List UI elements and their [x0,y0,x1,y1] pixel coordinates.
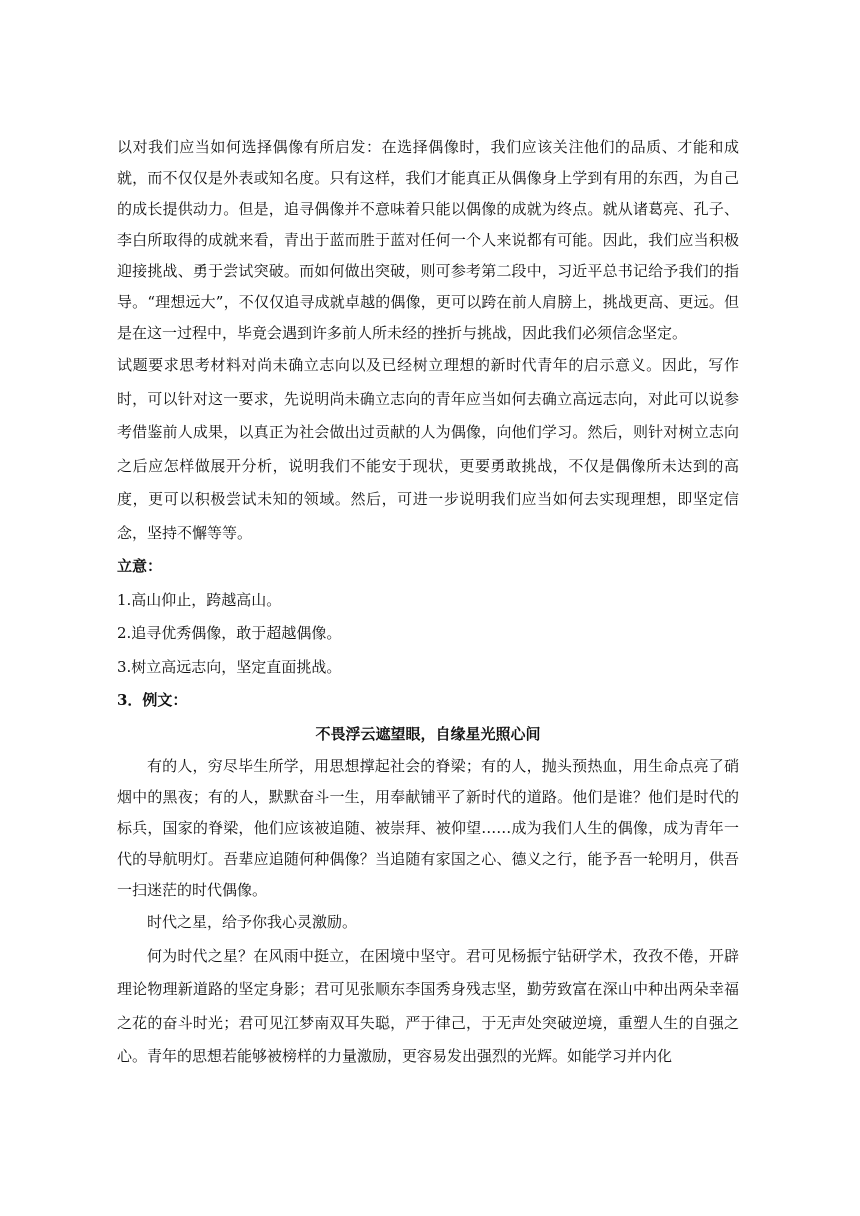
essay-title: 不畏浮云遮望眼，自缘星光照心间 [315,724,541,743]
analysis-paragraph-1: 以对我们应当如何选择偶像有所启发：在选择偶像时，我们应该关注他们的品质、才能和成就，而不仅仅是外表或知名度。只有这样，我们才能真正从偶像身上学到有用的东西，为自己的成长提供动力。但是，追寻偶像并不意味着只能以偶像的成就为终点。就从诸葛亮、孔子、李白所取得的成就来看，青出于蓝而胜于蓝对任何一个人来说都有可能。因此，我们应当积极迎接挑战、勇于尝试突破。而如何做出突破，则可参考第二段中，习近平总书记给予我们的指导。“理想远大”，不仅仅追寻成就卓越的偶像，更可以跨在前人肩膀上，挑战更高、更远。但是在这一过程中，毕竟会遇到许多前人所未经的挫折与挑战，因此我们必须信念坚定。 [117,138,739,342]
essay-heading: 3．例文： [117,691,188,709]
theme-label: 立意： [117,557,163,575]
essay-paragraph-2: 时代之星，给予你我心灵激励。 [147,913,358,931]
theme-item-2: 2.追寻优秀偶像，敢于超越偶像。 [117,624,342,642]
theme-item-1: 1.高山仰止，跨越高山。 [117,590,282,609]
theme-item-3: 3.树立高远志向，坚定直面挑战。 [117,657,342,676]
document-page [117,132,739,1074]
essay-paragraph-3: 何为时代之星？在风雨中挺立，在困境中坚守。君可见杨振宁钻研学术，孜孜不倦，开辟理论物理新道路的坚定身影；君可见张顺东李国秀身残志坚，勤劳致富在深山中种出两朵幸福之花的奋斗时光；君可见江梦南双耳失聪，严于律己，于无声处突破逆境，重塑人生的自强之心。青年的思想若能够被榜样的力量激励，更容易发出强烈的光辉。如能学习并内化 [117,946,739,1065]
essay-paragraph-1: 有的人，穷尽毕生所学，用思想撑起社会的脊梁；有的人，抛头预热血，用生命点亮了硝烟中的黑夜；有的人，默默奋斗一生，用奉献铺平了新时代的道路。他们是谁？他们是时代的标兵，国家的脊梁，他们应该被追随、被崇拜、被仰望……成为我们人生的偶像，成为青年一代的导航明灯。吾辈应追随何种偶像？当追随有家国之心、德义之行，能予吾一轮明月，供吾一扫迷茫的时代偶像。 [117,757,739,899]
analysis-paragraph-2: 试题要求思考材料对尚未确立志向以及已经树立理想的新时代青年的启示意义。因此，写作时，可以针对这一要求，先说明尚未确立志向的青年应当如何去确立高远志向，对此可以说参考借鉴前人成果，以真正为社会做出过贡献的人为偶像，向他们学习。然后，则针对树立志向之后应怎样做展开分析，说明我们不能安于现状，更要勇敢挑战，不仅是偶像所未达到的高度，更可以积极尝试未知的领域。然后，可进一步说明我们应当如何去实现理想，即坚定信念，坚持不懈等等。 [117,356,739,542]
